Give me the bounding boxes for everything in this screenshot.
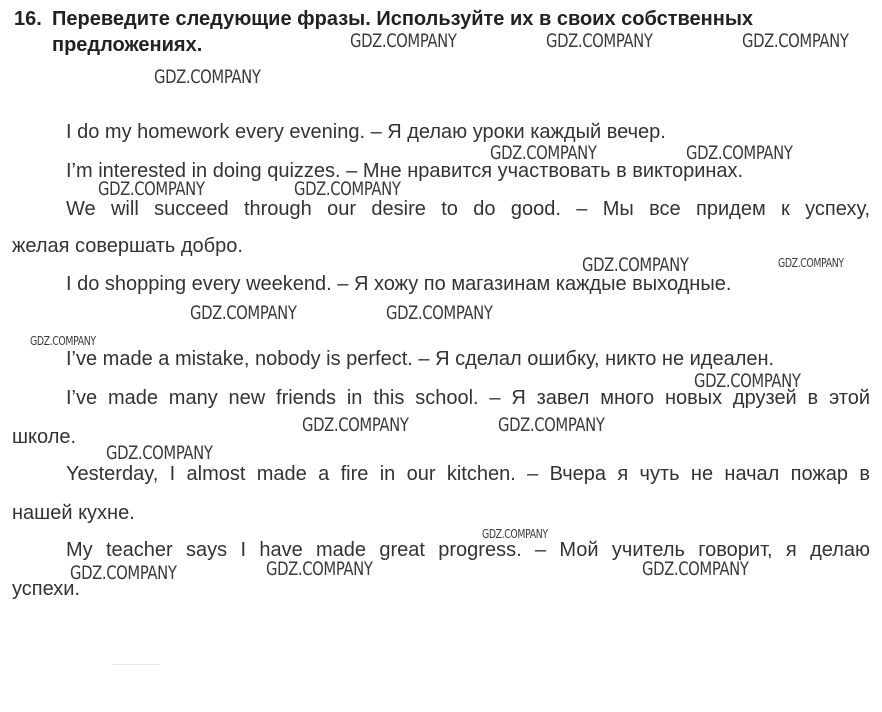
sentence-3-line2: желая совершать добро. <box>12 235 243 257</box>
task-title-line2: предложениях. <box>52 34 203 56</box>
watermark: GDZ.COMPANY <box>490 142 597 164</box>
sentence-7-line2: нашей кухне. <box>12 502 135 524</box>
sentence-3-line1: We will succeed through our desire to do good. – Мы все придем к успеху, <box>66 198 870 220</box>
watermark: GDZ.COMPANY <box>30 334 96 348</box>
watermark: GDZ.COMPANY <box>266 558 373 580</box>
watermark: GDZ.COMPANY <box>294 178 401 200</box>
watermark: GDZ.COMPANY <box>98 178 205 200</box>
watermark: GDZ.COMPANY <box>778 256 844 270</box>
watermark: GDZ.COMPANY <box>70 562 177 584</box>
watermark: GDZ.COMPANY <box>642 558 749 580</box>
watermark: GDZ.COMPANY <box>482 527 548 541</box>
watermark: GDZ.COMPANY <box>546 30 653 52</box>
sentence-8-line2: успехи. <box>12 578 81 600</box>
sentence-6-line1: I’ve made many new friends in this school. – Я завел много новых друзей в этой <box>66 387 870 409</box>
task-title-text: Переведите следующие фразы. Используйте их в своих собственных <box>52 8 754 30</box>
sentence-8-line1: My teacher says I have made great progress. – Мой учитель говорит, я делаю <box>66 539 870 561</box>
watermark: GDZ.COMPANY <box>686 142 793 164</box>
watermark: GDZ.COMPANY <box>498 414 605 436</box>
task-number: 16. <box>14 8 42 30</box>
watermark: GDZ.COMPANY <box>694 370 801 392</box>
task-title-line1 <box>14 6 870 32</box>
sentence-2: I’m interested in doing quizzes. – Мне нравится участвовать в викторинах. <box>66 160 744 182</box>
sentence-7-line1: Yesterday, I almost made a fire in our kitchen. – Вчера я чуть не начал пожар в <box>66 463 870 485</box>
sentence-1: I do my homework every evening. – Я делаю уроки каждый вечер. <box>66 121 666 143</box>
watermark: GDZ.COMPANY <box>350 30 457 52</box>
watermark: GDZ.COMPANY <box>154 66 261 88</box>
sentence-4: I do shopping every weekend. – Я хожу по магазинам каждые выходные. <box>66 273 732 295</box>
sentence-5: I’ve made a mistake, nobody is perfect. – Я сделал ошибку, никто не идеален. <box>66 348 775 370</box>
sentence-6-line2: школе. <box>12 426 77 448</box>
watermark: GDZ.COMPANY <box>106 442 213 464</box>
watermark: GDZ.COMPANY <box>190 302 297 324</box>
watermark: GDZ.COMPANY <box>386 302 493 324</box>
watermark: GDZ.COMPANY <box>582 254 689 276</box>
divider <box>112 664 160 665</box>
watermark: GDZ.COMPANY <box>742 30 849 52</box>
watermark: GDZ.COMPANY <box>302 414 409 436</box>
